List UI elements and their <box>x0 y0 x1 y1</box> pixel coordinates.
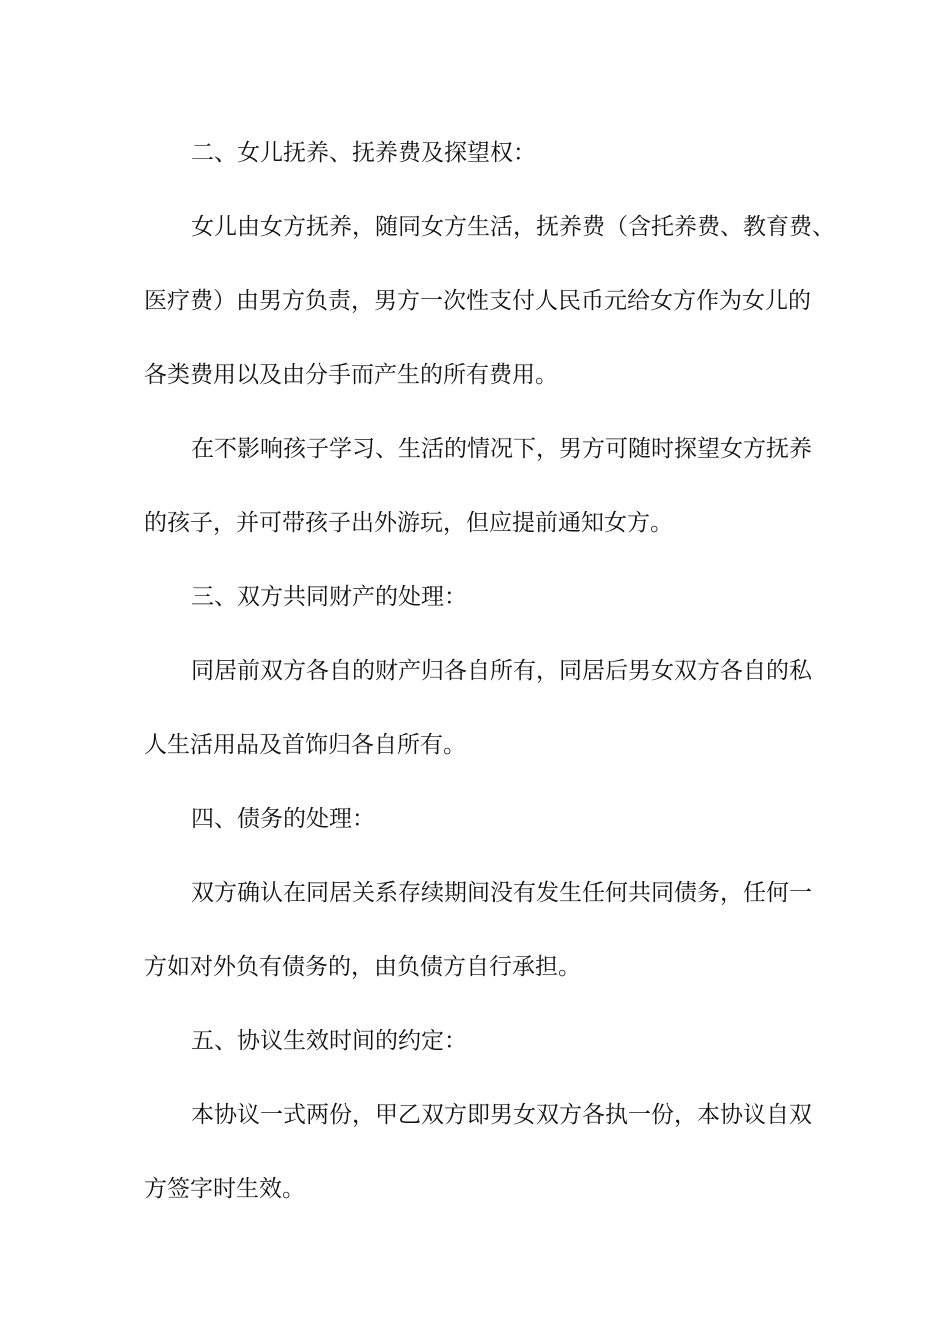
section-heading: 四、债务的处理： <box>191 806 375 832</box>
section-heading: 三、双方共同财产的处理： <box>191 584 467 610</box>
paragraph-line: 本协议一式两份，甲乙双方即男女双方各执一份，本协议自双 <box>191 1102 812 1128</box>
paragraph-line: 双方确认在同居关系存续期间没有发生任何共同债务，任何一 <box>191 880 812 906</box>
paragraph-line: 医疗费）由男方负责，男方一次性支付人民币元给女方作为女儿的 <box>144 288 811 314</box>
paragraph-line: 在不影响孩子学习、生活的情况下，男方可随时探望女方抚养 <box>191 436 812 462</box>
section-heading: 五、协议生效时间的约定： <box>191 1028 467 1054</box>
paragraph-line: 各类费用以及由分手而产生的所有费用。 <box>144 362 558 388</box>
paragraph-line: 的孩子，并可带孩子出外游玩，但应提前通知女方。 <box>144 510 673 536</box>
paragraph-line: 方签字时生效。 <box>144 1176 305 1202</box>
paragraph-line: 人生活用品及首饰归各自所有。 <box>144 732 466 758</box>
paragraph-line: 方如对外负有债务的，由负债方自行承担。 <box>144 954 581 980</box>
paragraph-line: 同居前双方各自的财产归各自所有，同居后男女双方各自的私 <box>191 658 812 684</box>
section-heading: 二、女儿抚养、抚养费及探望权： <box>191 140 536 166</box>
paragraph-line: 女儿由女方抚养，随同女方生活，抚养费（含托养费、教育费、 <box>191 214 835 240</box>
